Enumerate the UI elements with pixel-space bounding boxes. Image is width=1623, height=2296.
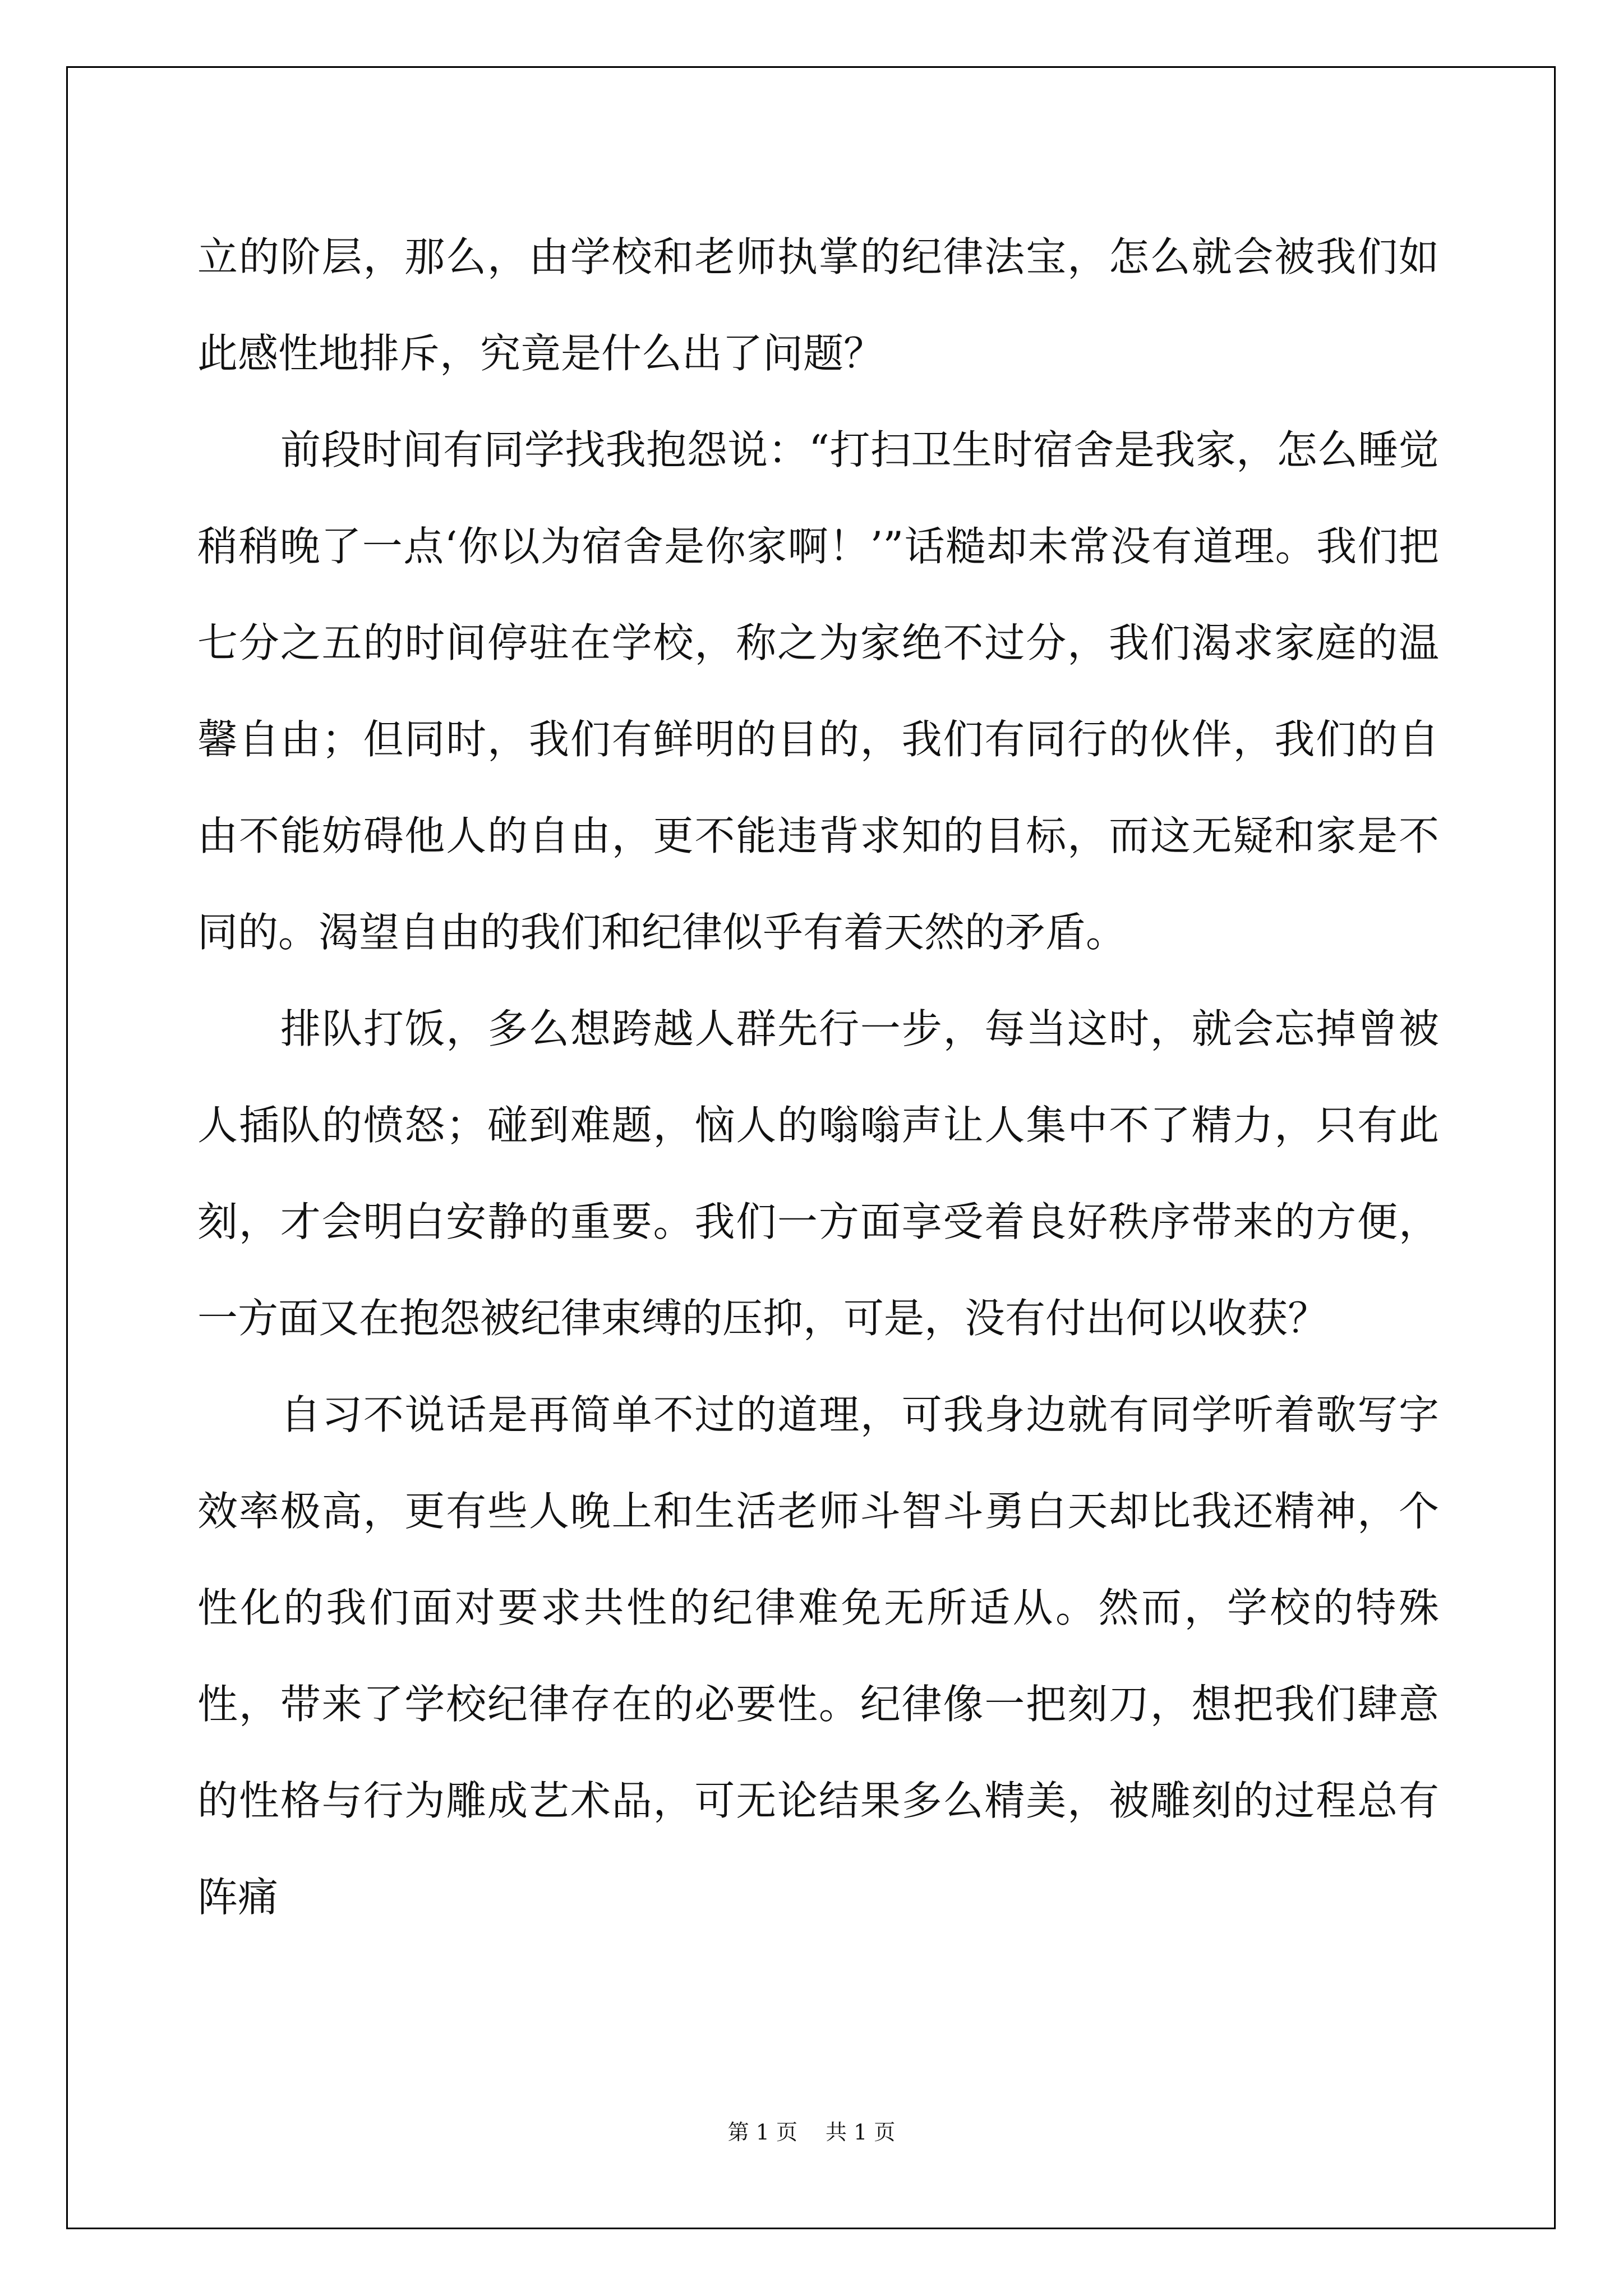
paragraph-1: 立的阶层，那么，由学校和老师执掌的纪律法宝，怎么就会被我们如此感性地排斥，究竟是什么出了问题？ (197, 233, 1439, 377)
page-number-footer: 第 1 页 共 1 页 (727, 2120, 896, 2145)
document-body (197, 209, 1439, 1945)
paragraph-2: 前段时间有同学找我抱怨说：“打扫卫生时宿舍是我家，怎么睡觉稍稍晚了一点‘你以为宿舍是你家啊！’”话糙却未常没有道理。我们把七分之五的时间停驻在学校，称之为家绝不过分，我们渴求家庭的温馨自由；但同时，我们有鲜明的目的，我们有同行的伙伴，我们的自由不能妨碍他人的自由，更不能违背求知的目标，而这无疑和家是不同的。渴望自由的我们和纪律似乎有着天然的矛盾。 (197, 426, 1439, 956)
paragraph-3: 排队打饭，多么想跨越人群先行一步，每当这时，就会忘掉曾被人插队的愤怒；碰到难题，恼人的嗡嗡声让人集中不了精力，只有此刻，才会明白安静的重要。我们一方面享受着良好秩序带来的方便，一方面又在抱怨被纪律束缚的压抑，可是，没有付出何以收获？ (197, 1005, 1439, 1342)
paragraph-4: 自习不说话是再简单不过的道理，可我身边就有同学听着歌写字效率极高，更有些人晚上和生活老师斗智斗勇白天却比我还精神，个性化的我们面对要求共性的纪律难免无所适从。然而，学校的特殊性，带来了学校纪律存在的必要性。纪律像一把刻刀，想把我们肆意的性格与行为雕成艺术品，可无论结果多么精美，被雕刻的过程总有阵痛 (197, 1391, 1439, 1921)
